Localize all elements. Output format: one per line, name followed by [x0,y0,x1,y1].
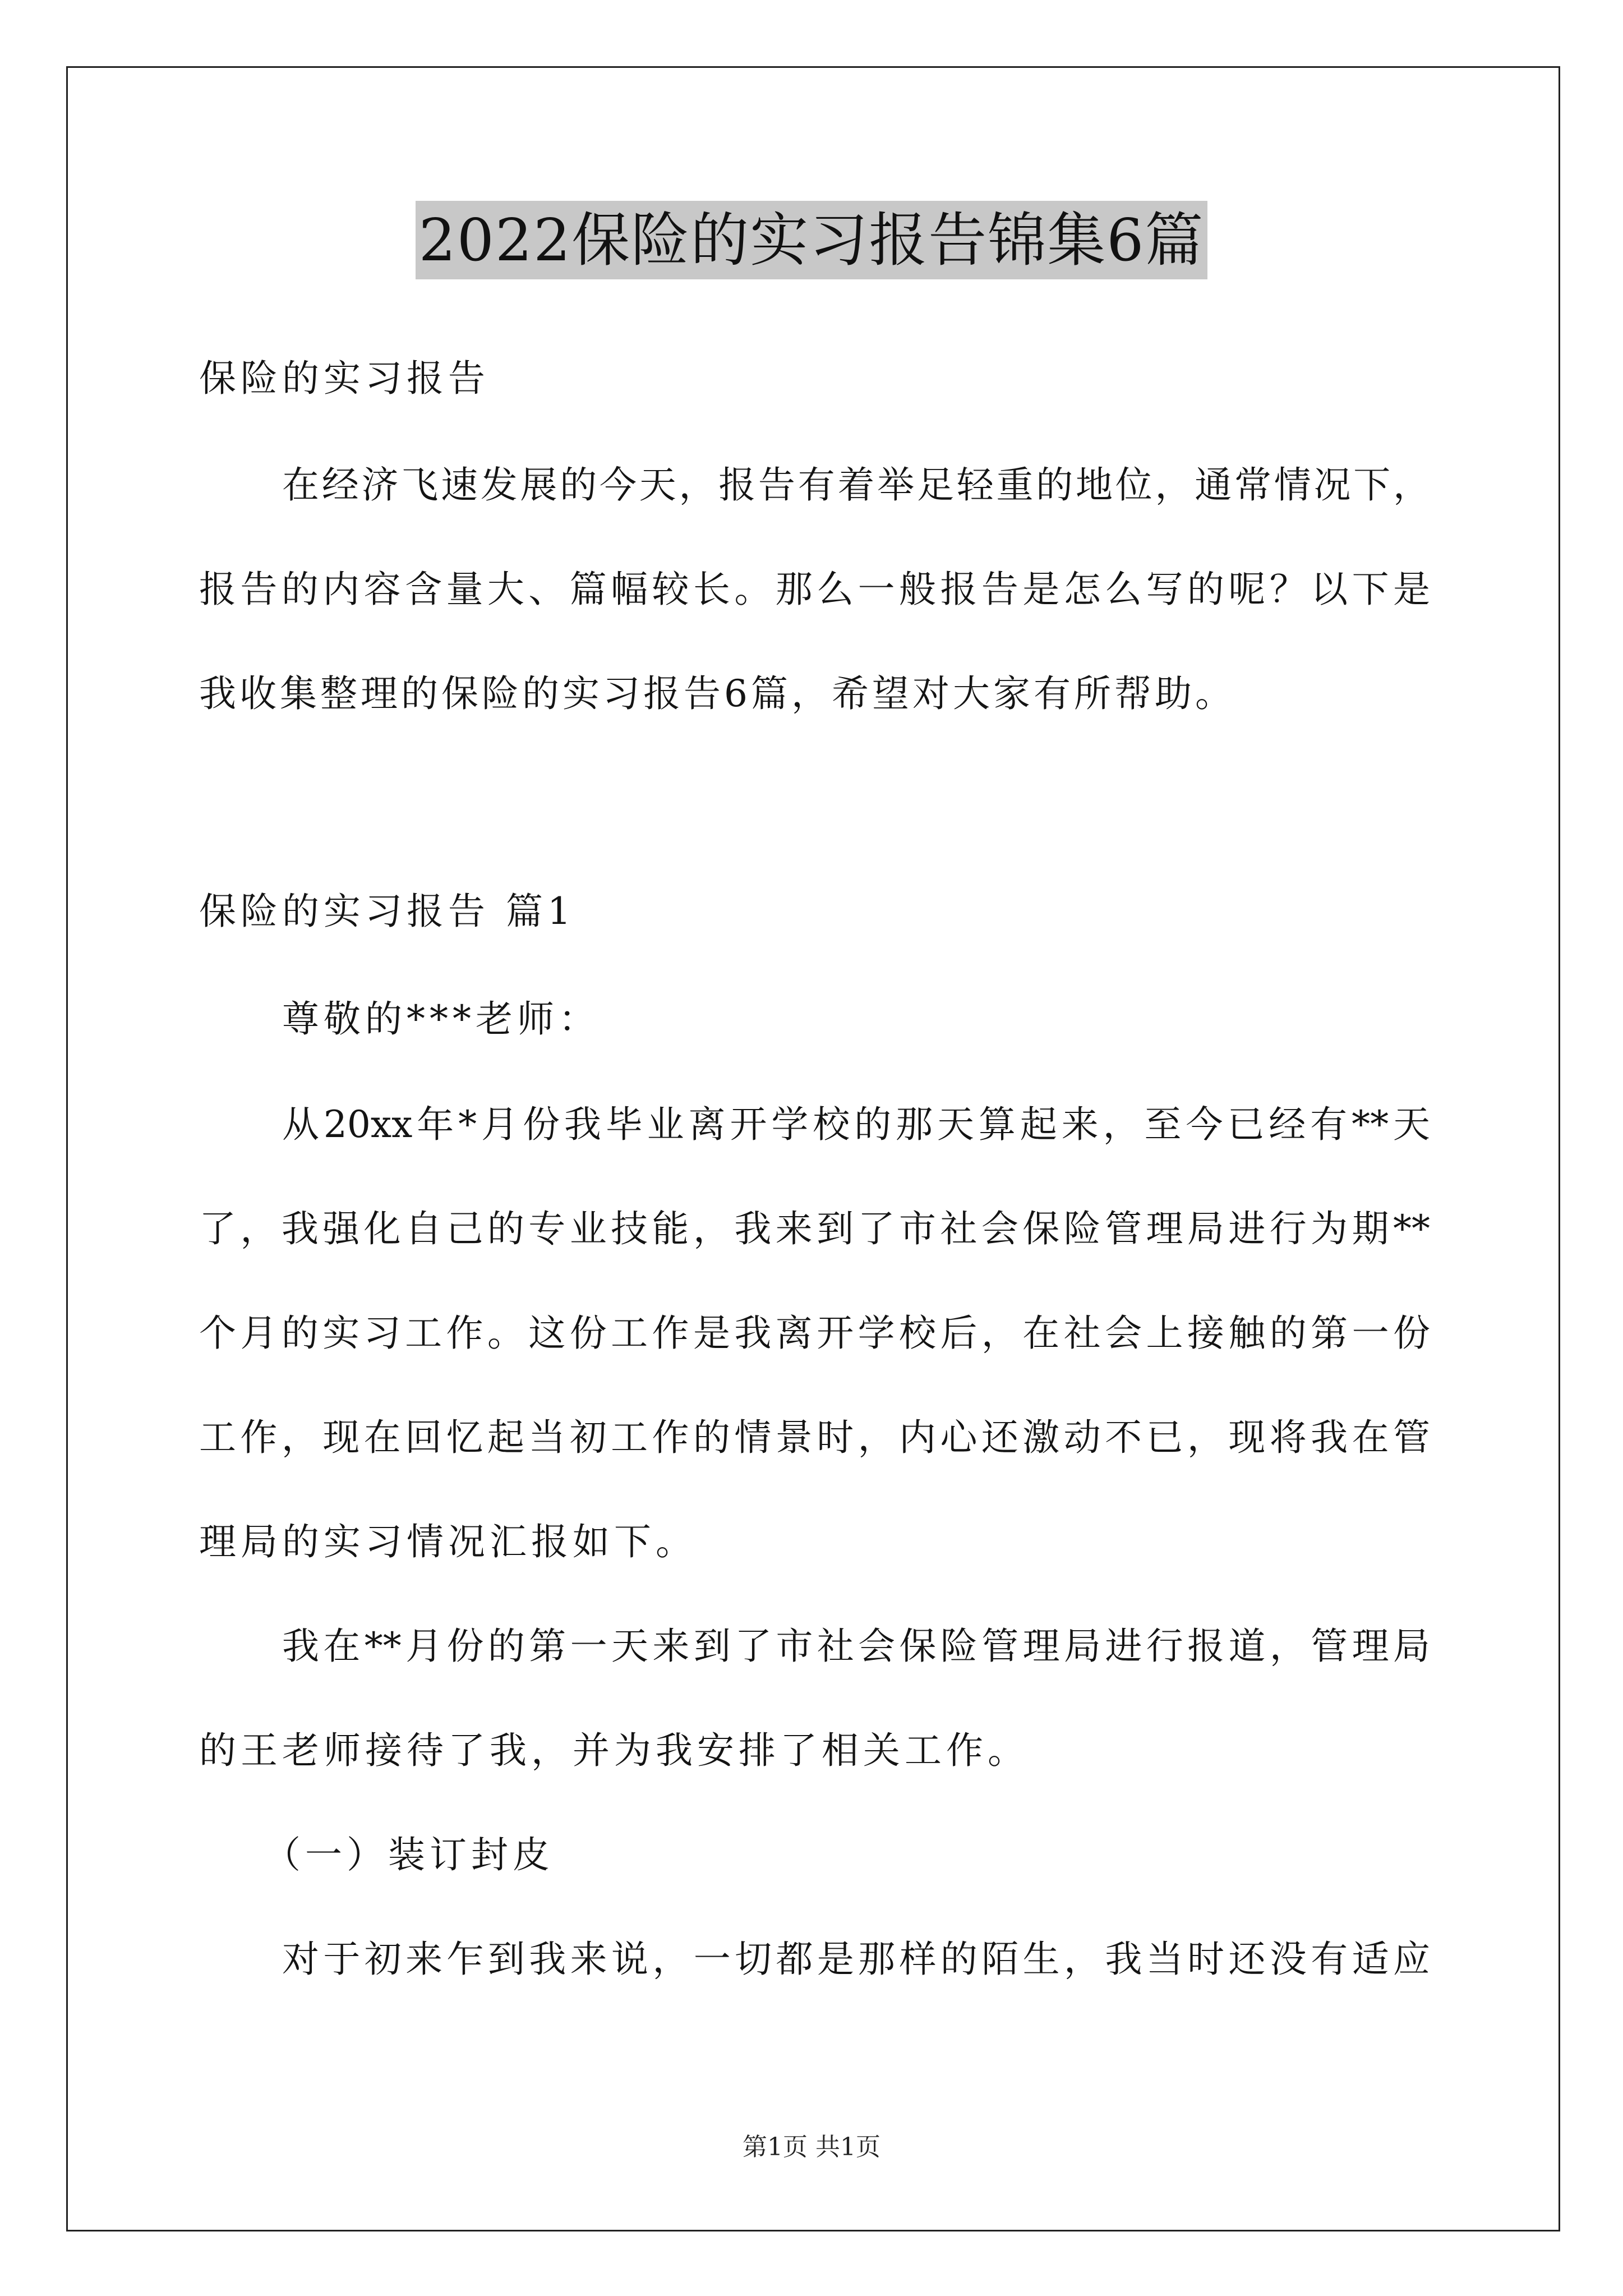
page-footer: 第1页 共1页 [743,2133,880,2161]
intro-line-3: 我收集整理的保险的实习报告6篇，希望对大家有所帮助。 [199,672,1235,715]
para1-line-3: 个月的实习工作。这份工作是我离开学校后，在社会上接触的第一份 [199,1312,1430,1355]
para1-line-1: 从20xx年*月份我毕业离开学校的那天算起来，至今已经有**天 [282,1103,1430,1146]
subheading: （一）装订封皮 [264,1833,554,1876]
intro-heading: 保险的实习报告 [199,357,490,400]
para1-line-5: 理局的实习情况汇报如下。 [199,1520,697,1563]
title-container [0,201,1623,279]
salutation: 尊敬的***老师： [282,997,600,1041]
para1-line-4: 工作，现在回忆起当初工作的情景时，内心还激动不已，现将我在管 [199,1416,1430,1459]
para2-line-1: 我在**月份的第一天来到了市社会保险管理局进行报道，管理局 [282,1625,1430,1668]
para1-line-2: 了，我强化自己的专业技能，我来到了市社会保险管理局进行为期** [199,1207,1430,1250]
section-heading: 保险的实习报告 篇1 [199,890,575,933]
intro-line-1: 在经济飞速发展的今天，报告有着举足轻重的地位，通常情况下， [282,463,1430,507]
para3-line-1: 对于初来乍到我来说，一切都是那样的陌生，我当时还没有适应 [282,1938,1430,1981]
intro-line-2: 报告的内容含量大、篇幅较长。那么一般报告是怎么写的呢？以下是 [199,568,1430,611]
para2-line-2: 的王老师接待了我，并为我安排了相关工作。 [199,1729,1029,1772]
document-title: 2022保险的实习报告锦集6篇 [416,201,1208,279]
